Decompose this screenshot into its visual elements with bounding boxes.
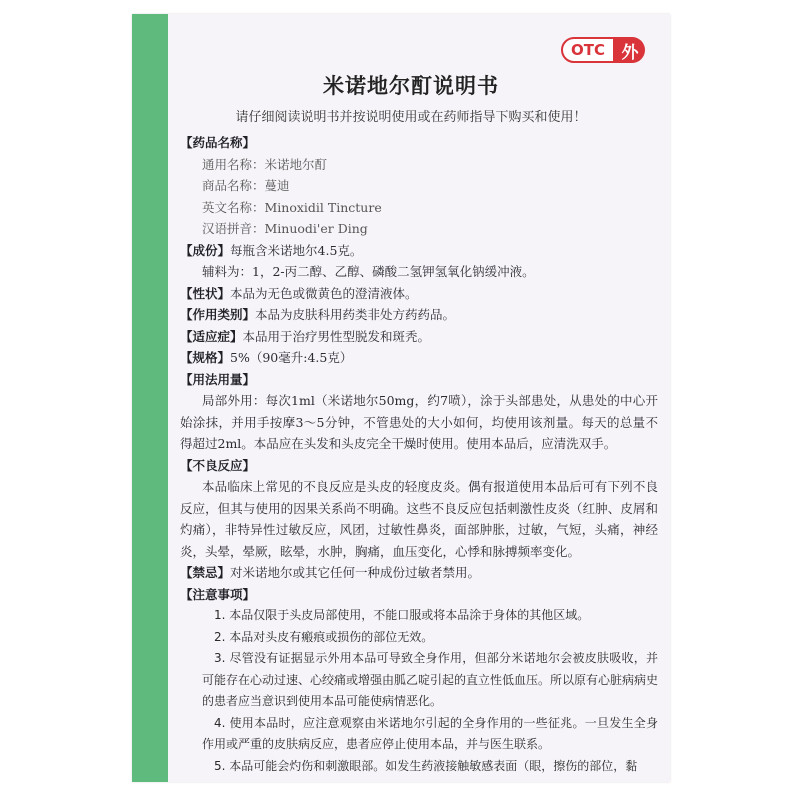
contra-header: 【禁忌】 — [180, 565, 231, 580]
indications-header: 【适应症】 — [180, 328, 243, 344]
otc-label: OTC — [561, 37, 615, 63]
pinyin-name: 汉语拼音：Minuodi'er Ding — [202, 221, 368, 236]
ingredients-section — [180, 240, 658, 262]
drug-name-header: 【药品名称】 — [180, 135, 256, 150]
trade-name: 商品名称：蔓迪 — [202, 178, 290, 193]
spec-section — [180, 347, 658, 369]
otc-badge — [561, 36, 645, 64]
indications-text: 本品用于治疗男性型脱发和斑秃。 — [242, 328, 431, 344]
usage-text: 局部外用：每次1ml（米诺地尔50mg，约7喷），涂于头部患处，从患处的中心开始涂抹，并用手按摩3～5分钟，不管患处的大小如何，均使用该剂量。每天的总量不得超过2ml。本品应在头发和头皮完全干燥时使用。使用本品后，应清洗双手。 — [180, 393, 658, 451]
category-header: 【作用类别】 — [180, 307, 256, 322]
leaflet-page — [132, 14, 670, 782]
appearance-text: 本品为无色或微黄色的澄清液体。 — [230, 285, 418, 301]
category-section — [180, 304, 658, 326]
contra-text: 对米诺地尔或其它任何一种成份过敏者禁用。 — [230, 565, 481, 580]
green-margin-strip — [132, 14, 168, 782]
appearance-section — [180, 283, 658, 305]
precaution-item: 3. 尽管没有证据显示外用本品可导致全身作用，但部分米诺地尔会被皮肤吸收，并可能存在心动过速、心绞痛或增强由胍乙啶引起的直立性低血压。所以原有心脏病病史的患者应当意识到使用本品可能使病情恶化。 — [202, 651, 659, 708]
ingredients-text: 每瓶含米诺地尔4.5克。 — [230, 242, 363, 258]
precaution-item: 2. 本品对头皮有瘢痕或损伤的部位无效。 — [214, 629, 434, 644]
external-use-label: 外 — [615, 37, 645, 63]
excipients-text: 辅料为：1，2-丙二醇、乙醇、磷酸二氢钾氢氧化钠缓冲液。 — [202, 264, 535, 279]
category-text: 本品为皮肤科用药类非处方药药品。 — [255, 307, 456, 322]
precaution-item: 4. 使用本品时，应注意观察由米诺地尔引起的全身作用的一些征兆。一旦发生全身作用或严重的皮肤病反应，患者应停止使用本品，并与医生联系。 — [202, 715, 658, 751]
leaflet-body — [180, 132, 658, 777]
precautions-header: 【注意事项】 — [180, 586, 256, 602]
contra-section — [180, 562, 658, 584]
usage-warning: 请仔细阅读说明书并按说明使用或在药师指导下购买和使用！ — [235, 110, 587, 125]
precaution-item: 5. 本品可能会灼伤和刺激眼部。如发生药液接触敏感表面（眼，擦伤的部位，黏 — [214, 758, 638, 773]
spec-text: 5%（90毫升:4.5克） — [230, 350, 353, 365]
ingredients-header: 【成份】 — [180, 242, 231, 258]
adverse-text: 本品临床上常见的不良反应是头皮的轻度皮炎。偶有报道使用本品后可有下列不良反应，但其与使用的因果关系尚不明确。这些不良反应包括刺激性皮炎（红肿、皮屑和灼痛），非特异性过敏反应，风团，过敏性鼻炎，面部肿胀，过敏，气短，头痛，神经炎，头晕，晕厥，眩晕，水肿，胸痛，血压变化，心悸和脉搏频率变化。 — [180, 479, 658, 559]
indications-section — [180, 326, 658, 348]
english-name: 英文名称：Minoxidil Tincture — [202, 199, 382, 215]
usage-header: 【用法用量】 — [180, 371, 256, 387]
leaflet-content — [172, 14, 670, 782]
spec-header: 【规格】 — [180, 350, 231, 365]
adverse-header: 【不良反应】 — [180, 457, 256, 473]
page-title: 米诺地尔酊说明书 — [323, 74, 499, 98]
appearance-header: 【性状】 — [180, 285, 231, 301]
generic-name: 通用名称：米诺地尔酊 — [202, 156, 328, 172]
precaution-item: 1. 本品仅限于头皮局部使用，不能口服或将本品涂于身体的其他区域。 — [214, 608, 590, 622]
